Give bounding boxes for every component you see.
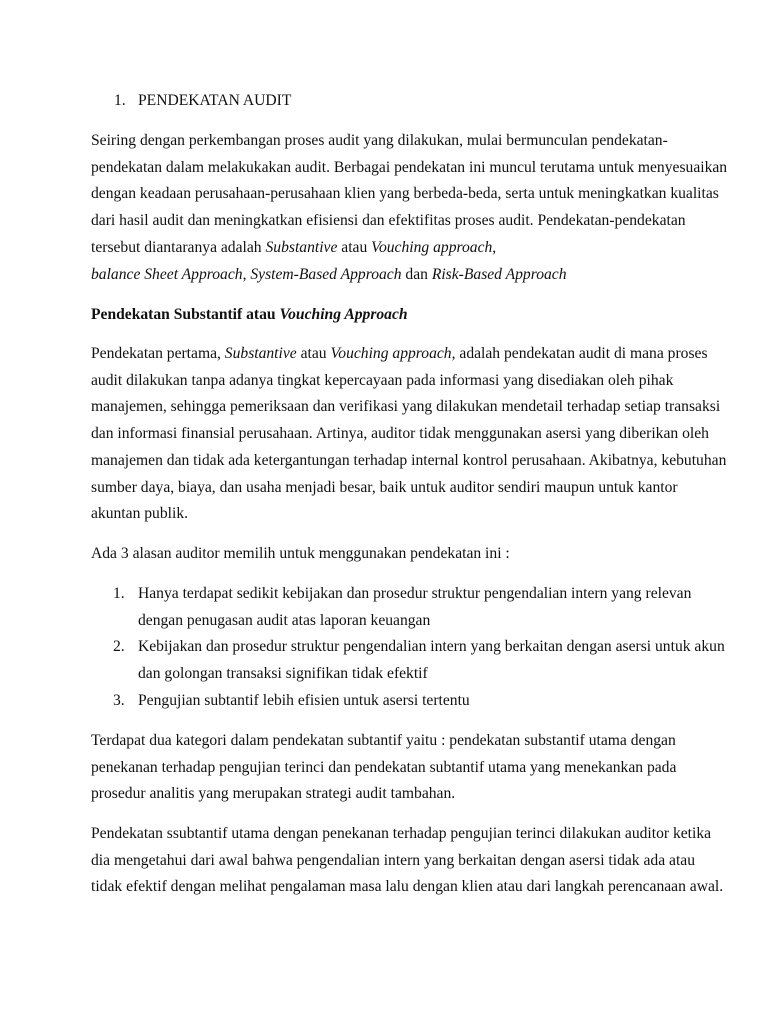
italic-term: Substantive (265, 238, 338, 256)
text-run: dan (401, 265, 432, 283)
list-item-number: 2. (113, 638, 125, 656)
list-item-text: Pengujian subtantif lebih efisien untuk asersi tertentu (138, 691, 470, 709)
subsection-heading-bold: Pendekatan Substantif atau (91, 306, 280, 323)
text-run: Pendekatan pertama, (91, 345, 225, 362)
reasons-intro-paragraph: Ada 3 alasan auditor memilih untuk menggunakan pendekatan ini : (91, 545, 510, 562)
list-item (91, 581, 728, 634)
section-heading (114, 88, 728, 115)
italic-term: balance Sheet Approach (91, 265, 243, 283)
list-item-number: 3. (113, 691, 125, 709)
list-item (91, 634, 728, 687)
list-item-text: Kebijakan dan prosedur struktur pengendalian intern yang berkaitan dengan asersi untuk akun dan golongan transaksi signifikan tidak efektif (138, 638, 725, 683)
italic-term: Vouching approach (371, 238, 493, 256)
list-item-text: Hanya terdapat sedikit kebijakan dan prosedur struktur pengendalian intern yang relevan dengan penugasan audit atas laporan keuangan (138, 585, 692, 629)
text-run: , (492, 238, 497, 256)
section-number: 1. (114, 92, 126, 109)
list-item (91, 688, 728, 715)
text-run: Seiring dengan perkembangan proses audit yang dilakukan, mulai bermunculan pendekatan-pendekatan dalam melakukakan audit. Berbagai pendekatan ini muncul terutama untuk menyesuaikan dengan keadaan perusahaan-perusahaan klien yang berbeda-beda, serta untuk meningkatkan kualitas dari hasil audit dan meningkatkan efisiensi dan efektifitas proses audit. Pendekatan-pendekatan tersebut diantaranya adalah (91, 132, 728, 256)
intro-paragraph (91, 128, 728, 288)
italic-term: System-Based Approach (250, 265, 402, 283)
text-run: atau (337, 238, 372, 256)
text-run: , adalah pendekatan audit di mana proses audit dilakukan tanpa adanya tingkat kepercayaan pada informasi yang disediakan oleh pihak manajemen, sehingga pemeriksaan dan verifikasi yang dilakukan mendetail terhadap setiap transaksi dan informasi finansial perusahaan. Artinya, auditor tidak menggunakan asersi yang diberikan oleh manajemen dan tidak ada ketergantungan terhadap internal kontrol perusahaan. Akibatnya, kebutuhan sumber daya, biaya, dan usaha menjadi besar, baik untuk auditor sendiri maupun untuk kantor akuntan publik. (91, 345, 727, 523)
list-item-number: 1. (113, 585, 125, 602)
detail-testing-paragraph: Pendekatan ssubtantif utama dengan penekanan terhadap pengujian terinci dilakukan auditor ketika dia mengetahui dari awal bahwa pengendalian intern yang berkaitan dengan asersi tidak ada atau tidak efektif dengan melihat pengalaman masa lalu dengan klien atau dari langkah perencanaan awal. (91, 825, 724, 896)
italic-term: Substantive (224, 345, 297, 362)
text-run: atau (296, 345, 331, 362)
subsection-heading-italic: Vouching Approach (279, 306, 408, 323)
subsection-heading (91, 302, 728, 329)
reasons-list (91, 581, 728, 715)
substantive-paragraph (91, 341, 728, 528)
italic-term: Risk-Based Approach (431, 265, 567, 283)
italic-term: Vouching approach (330, 345, 452, 362)
text-run: , (242, 265, 251, 283)
categories-paragraph: Terdapat dua kategori dalam pendekatan subtantif yaitu : pendekatan substantif utama dengan penekanan terhadap pengujian terinci dan pendekatan subtantif utama yang menekankan pada prosedur analitis yang merupakan strategi audit tambahan. (91, 732, 677, 803)
section-title: PENDEKATAN AUDIT (138, 92, 292, 109)
